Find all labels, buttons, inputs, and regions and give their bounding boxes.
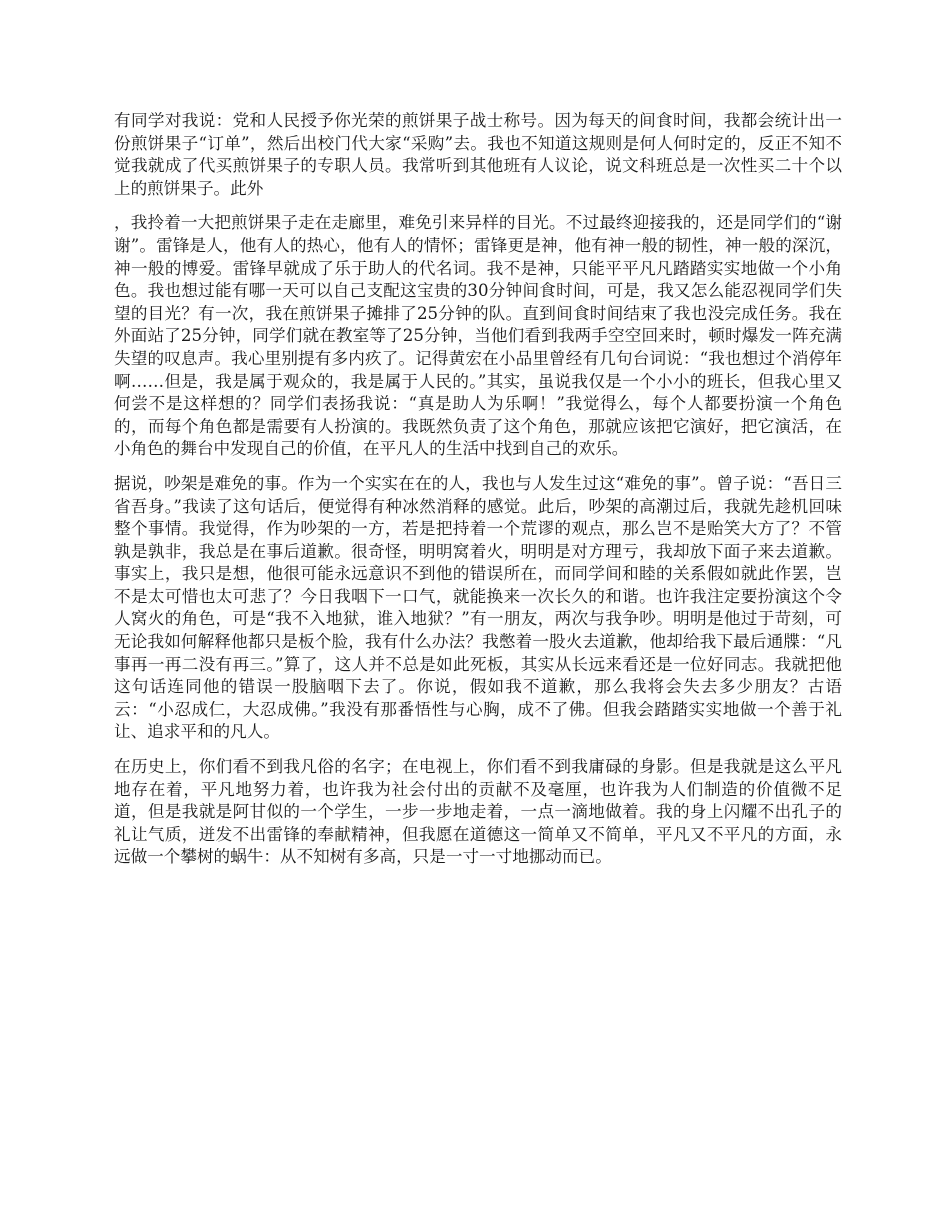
paragraph-4: 在历史上，你们看不到我凡俗的名字；在电视上，你们看不到我庸碌的身影。但是我就是这么平凡地存在着，平凡地努力着，也许我为社会付出的贡献不及毫厘，也许我为人们制造的价值微不足道，但是我就是阿甘似的一个学生，一步一步地走着，一点一滴地做着。我的身上闪耀不出孔子的礼让气质，迸发不出雷锋的奉献精神，但我愿在道德这一简单又不简单，平凡又不平凡的方面，永远做一个攀树的蜗牛：从不知树有多高，只是一寸一寸地挪动而已。 xyxy=(114,757,842,867)
paragraph-1: 有同学对我说：党和人民授予你光荣的煎饼果子战士称号。因为每天的间食时间，我都会统计出一份煎饼果子“订单”，然后出校门代大家“采购”去。我也不知道这规则是何人何时定的，反正不知不觉我就成了代买煎饼果子的专职人员。我常听到其他班有人议论，说文科班总是一次性买二十个以上的煎饼果子。此外 xyxy=(114,111,842,198)
document-body xyxy=(114,110,842,881)
paragraph-2: ，我拎着一大把煎饼果子走在走廊里，难免引来异样的目光。不过最终迎接我的，还是同学们的“谢谢”。雷锋是人，他有人的热心，他有人的情怀；雷锋更是神，他有神一般的韧性，神一般的深沉，神一般的博爱。雷锋早就成了乐于助人的代名词。我不是神，只能平平凡凡踏踏实实地做一个小角色。我也想过能有哪一天可以自己支配这宝贵的30分钟间食时间，可是，我又怎么能忍视同学们失望的目光？有一次，我在煎饼果子摊排了25分钟的队。直到间食时间结束了我也没完成任务。我在外面站了25分钟，同学们就在教室等了25分钟，当他们看到我两手空空回来时，顿时爆发一阵充满失望的叹息声。我心里别提有多内疚了。记得黄宏在小品里曾经有几句台词说：“我也想过个消停年啊……但是，我是属于观众的，我是属于人民的。”其实，虽说我仅是一个小小的班长，但我心里又何尝不是这样想的？同学们表扬我说：“真是助人为乐啊！”我觉得么，每个人都要扮演一个角色的，而每个角色都是需要有人扮演的。我既然负责了这个角色，那就应该把它演好，把它演活，在小角色的舞台中发现自己的价值，在平凡人的生活中找到自己的欢乐。 xyxy=(114,213,842,459)
paragraph-3: 据说，吵架是难免的事。作为一个实实在在的人，我也与人发生过这“难免的事”。曾子说：“吾日三省吾身。”我读了这句话后，便觉得有种冰然消释的感觉。此后，吵架的高潮过后，我就先趁机回味整个事情。我觉得，作为吵架的一方，若是把持着一个荒谬的观点，那么岂不是贻笑大方了？不管孰是孰非，我总是在事后道歉。很奇怪，明明窝着火，明明是对方理亏，我却放下面子来去道歉。事实上，我只是想，他很可能永远意识不到他的错误所在，而同学间和睦的关系假如就此作罢，岂不是太可惜也太可悲了？今日我咽下一口气，就能换来一次长久的和谐。也许我注定要扮演这个令人窝火的角色，可是“我不入地狱，谁入地狱？”有一朋友，两次与我争吵。明明是他过于苛刻，可无论我如何解释他都只是板个脸，我有什么办法？我憋着一股火去道歉，他却给我下最后通牒：“凡事再一再二没有再三。”算了，这人并不总是如此死板，其实从长远来看还是一位好同志。我就把他这句话连同他的错误一股脑咽下去了。你说，假如我不道歉，那么我将会失去多少朋友？古语云：“小忍成仁，大忍成佛。”我没有那番悟性与心胸，成不了佛。但我会踏踏实实地做一个善于礼让、追求平和的凡人。 xyxy=(114,473,842,742)
